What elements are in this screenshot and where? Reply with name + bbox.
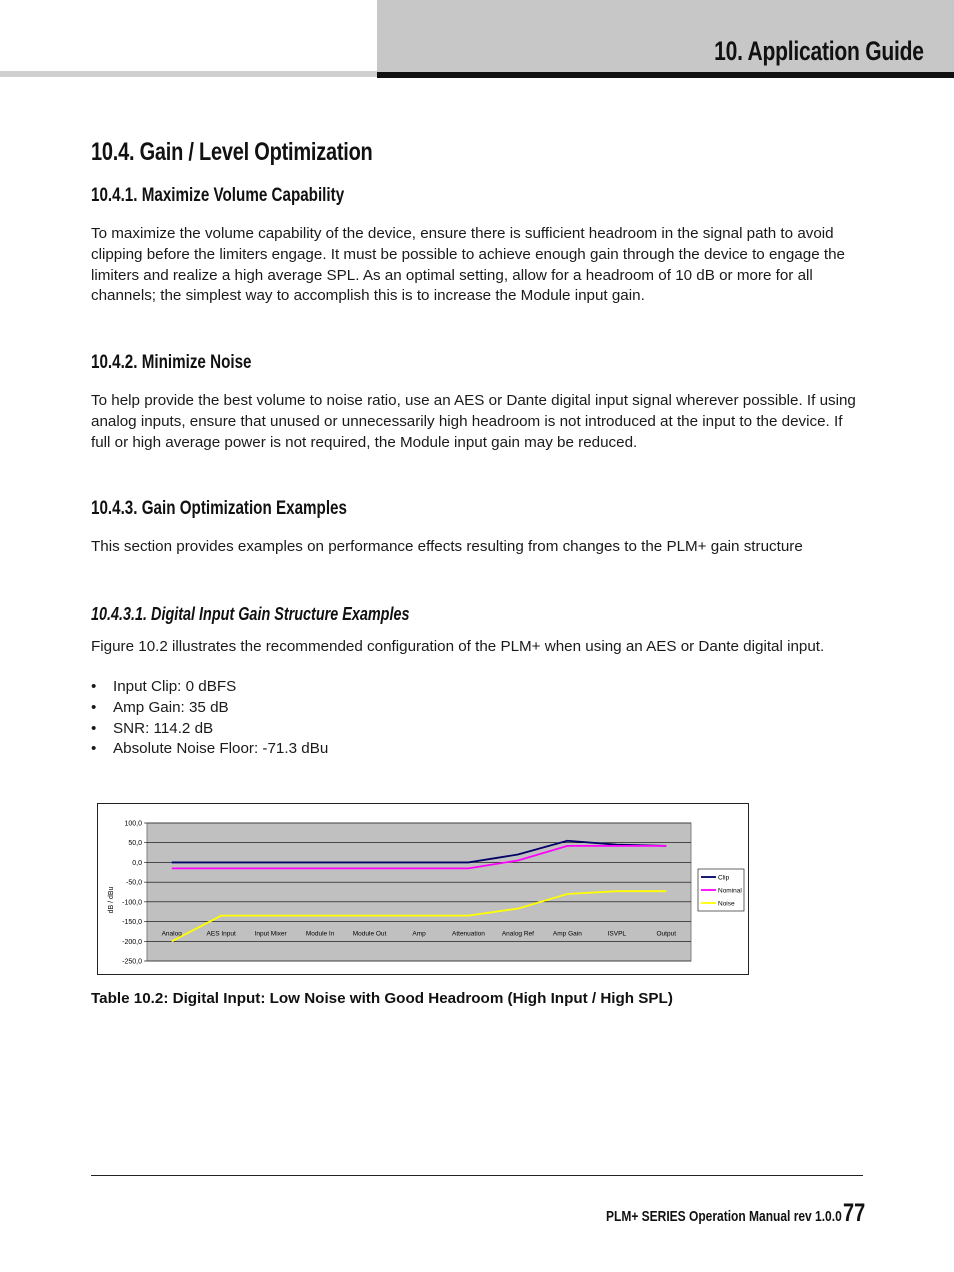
page-number: 77 [843,1199,866,1227]
y-tick-label: -200,0 [122,938,142,946]
x-tick-label: Amp Gain [552,930,582,938]
noise-body: To help provide the best volume to noise ratio, use an AES or Dante digital input signal wherever possible. If using analog inputs, ensure that unused or unnecessarily high headroom is not introduced at the input to the device. If full or high average power is not required, the Module input gain may be reduced. [91,392,856,451]
chart-svg [98,804,748,974]
subsection-title-noise: 10.4.2. Minimize Noise [91,352,252,373]
subsection-title-examples: 10.4.3. Gain Optimization Examples [91,498,347,519]
header-left-bar [0,71,377,77]
x-tick-label: Input Mixer [254,930,287,938]
x-tick-label: Analog [161,930,182,938]
x-tick-label: Output [656,930,677,938]
x-tick-label: AES Input [206,930,236,938]
y-tick-label: -100,0 [122,899,142,907]
header-rule [377,72,954,78]
x-tick-label: Attenuation [452,930,485,938]
x-tick-label: Analog Ref [501,930,534,938]
table-caption: Table 10.2: Digital Input: Low Noise with Good Headroom (High Input / High SPL) [91,990,673,1007]
legend-label: Nominal [718,887,742,895]
x-tick-label: Amp [412,930,426,938]
y-axis-label: dB / dBu [108,886,115,914]
bullet-item: • Amp Gain: 35 dB [91,698,328,719]
bullet-item: • SNR: 114.2 dB [91,719,328,740]
examples-body: This section provides examples on performance effects resulting from changes to the PLM+ gain structure [91,538,803,555]
gain-structure-chart [97,803,749,975]
bullet-item: • Absolute Noise Floor: -71.3 dBu [91,739,328,760]
y-tick-label: -150,0 [122,919,142,927]
legend-label: Clip [718,874,730,882]
legend-label: Noise [718,900,735,908]
bullet-item: • Input Clip: 0 dBFS [91,677,328,698]
spec-bullet-list [91,677,328,760]
x-tick-label: Module Out [352,930,387,938]
chapter-title: 10. Application Guide [714,36,924,66]
digital-body: Figure 10.2 illustrates the recommended configuration of the PLM+ when using an AES or Dante digital input. [91,638,825,655]
x-tick-label: ISVPL [607,930,627,938]
y-tick-label: 50,0 [128,840,142,848]
footer-manual-title: PLM+ SERIES Operation Manual rev 1.0.0 [606,1208,842,1225]
maximize-body: To maximize the volume capability of the device, ensure there is sufficient headroom in the signal path to avoid clipping before the limiters engage. It must be possible to achieve enough gain through the device to engage the limiters and realize a high average SPL. As an optimal setting, allow for a headroom of 10 dB or more for all channels; the simplest way to accomplish this is to increase the Module input gain. [91,225,845,305]
y-tick-label: 0,0 [132,859,142,867]
subsection-title-maximize: 10.4.1. Maximize Volume Capability [91,185,345,206]
subsubsection-title-digital: 10.4.3.1. Digital Input Gain Structure Examples [91,604,410,624]
y-tick-label: 100,0 [124,820,142,828]
y-tick-label: -50,0 [126,879,142,887]
x-tick-label: Module In [305,930,335,938]
y-tick-label: -250,0 [122,958,142,966]
footer-rule [91,1175,863,1176]
section-title: 10.4. Gain / Level Optimization [91,138,373,166]
